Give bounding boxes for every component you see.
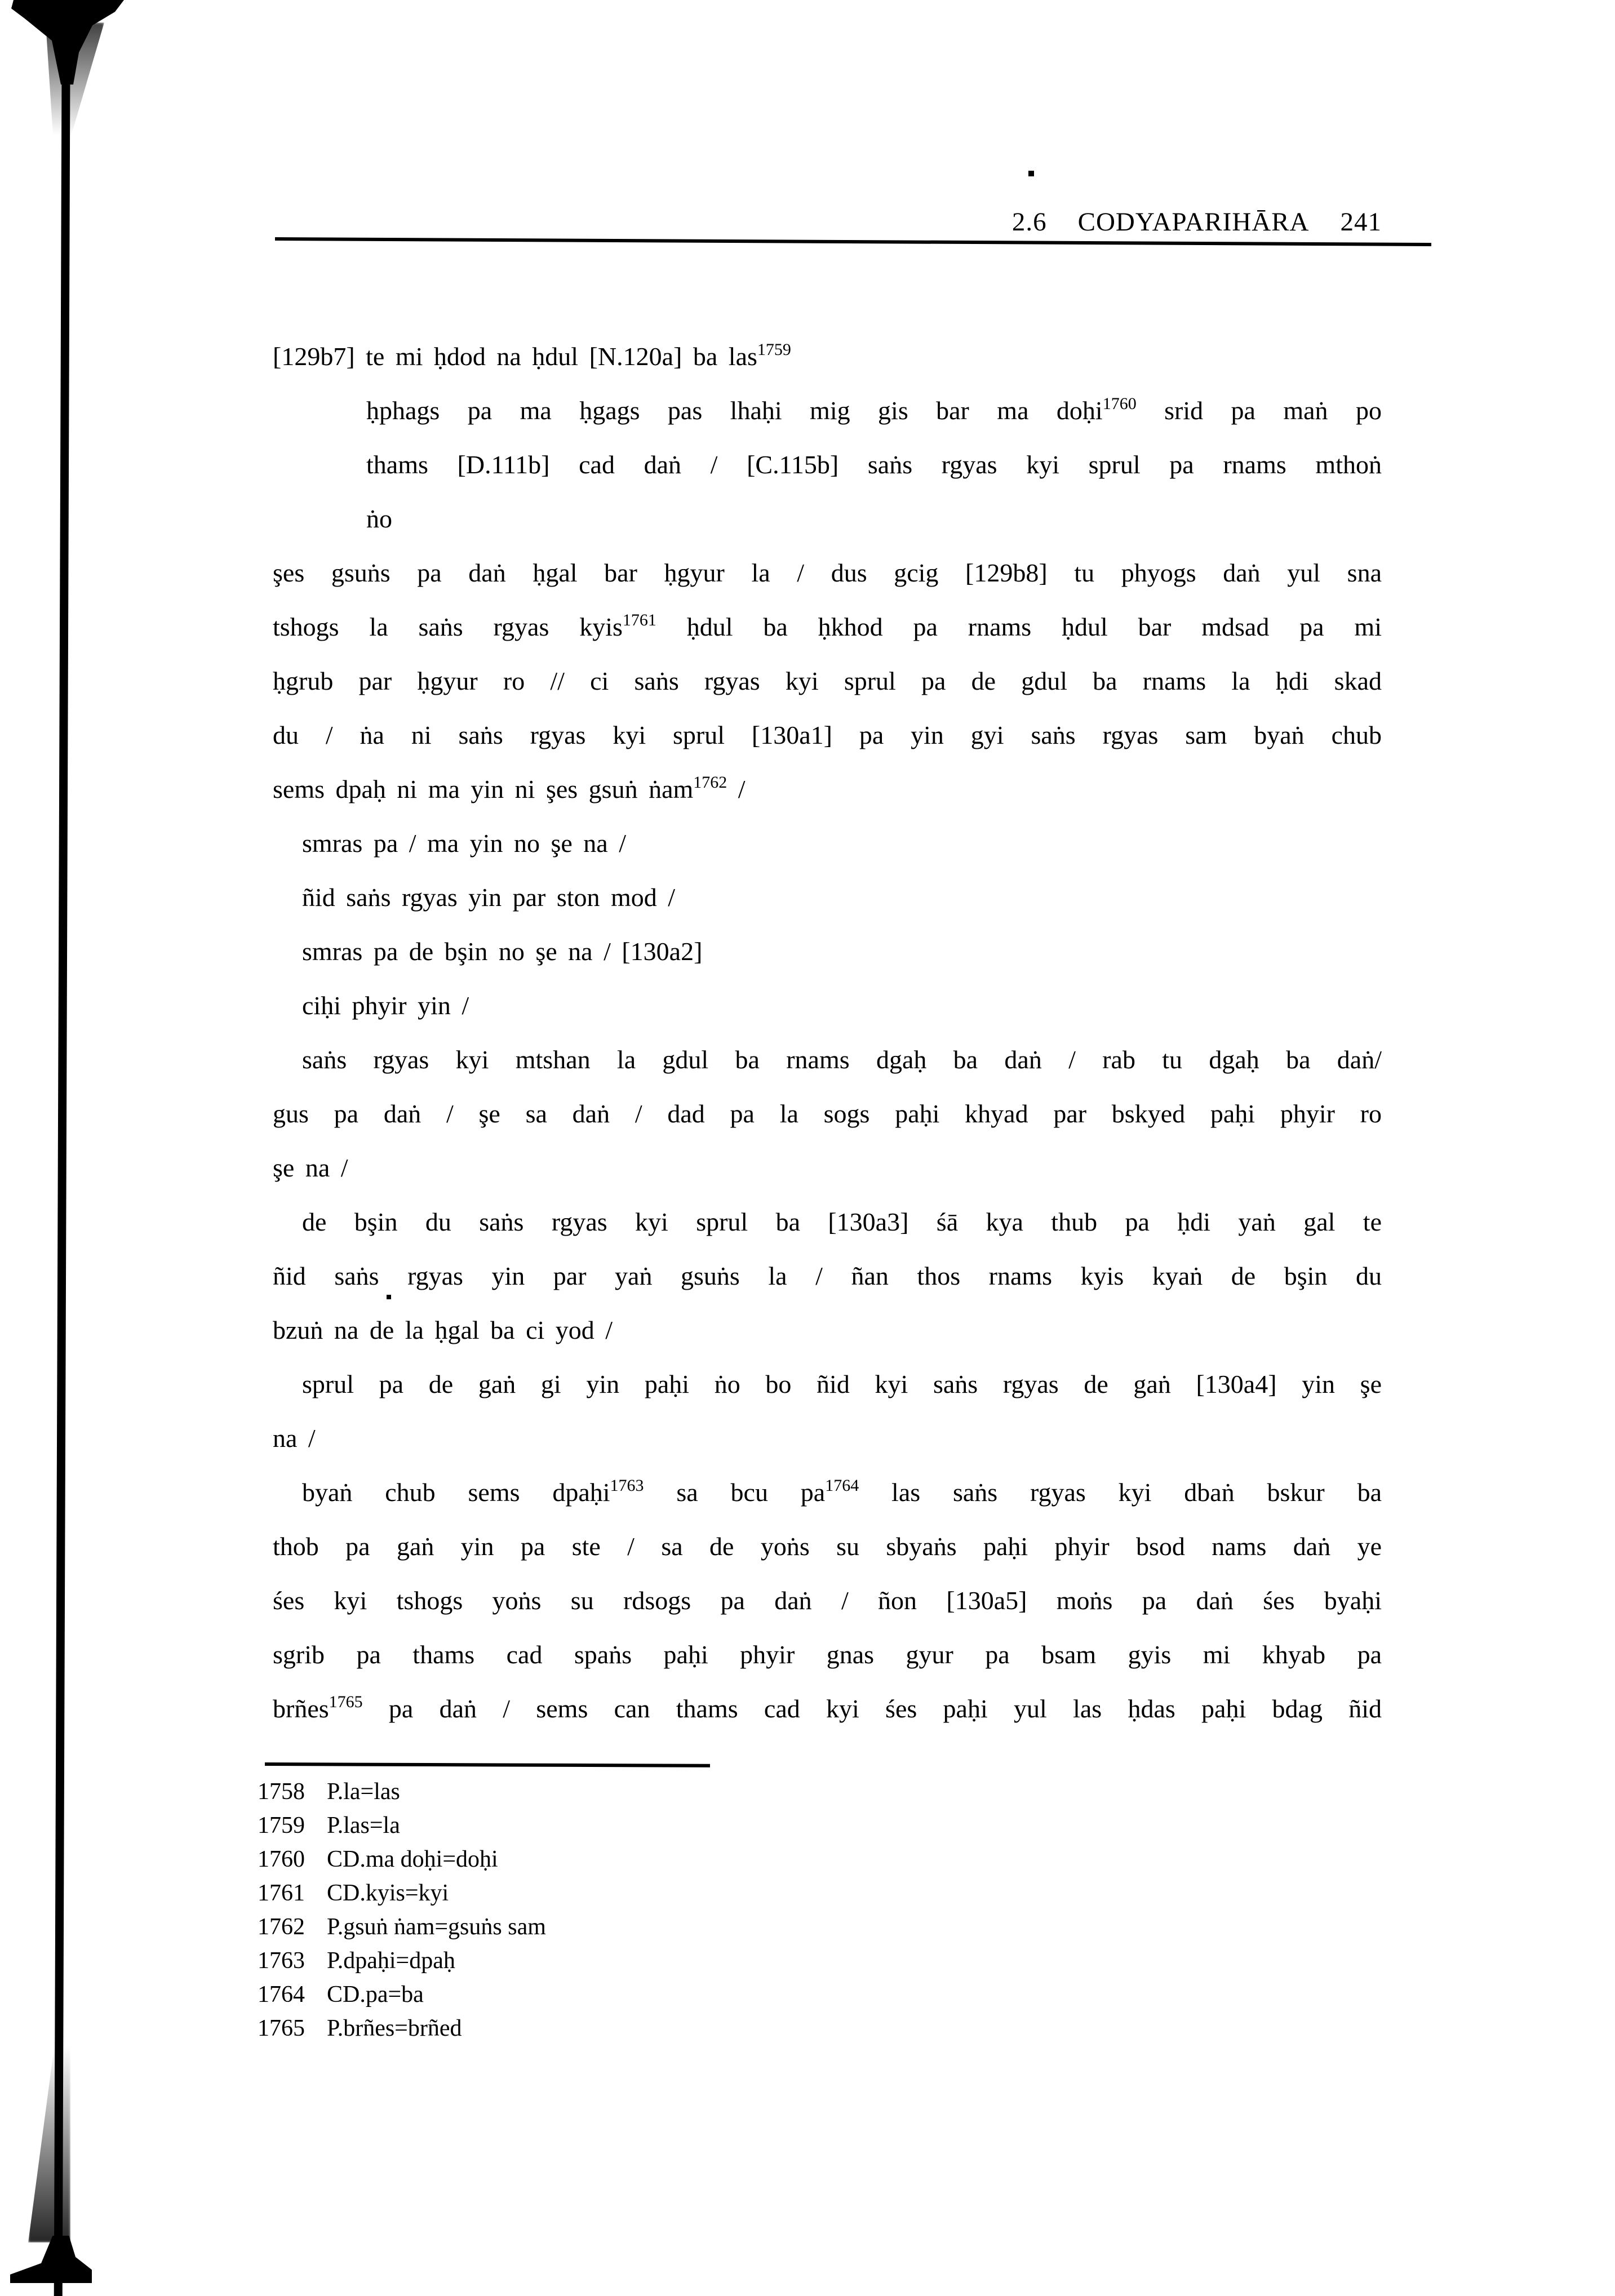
text-segment: sprul pa de gaṅ gi yin paḥi ṅo bo ñid kyi saṅs rgyas de gaṅ [130a4] yin şe <box>302 1370 1382 1398</box>
text-line <box>273 438 1382 492</box>
text-segment: ḥdul ba ḥkhod pa rnams ḥdul bar mdsad pa mi <box>656 612 1382 641</box>
footnote-item <box>258 1842 1328 1876</box>
text-segment: ñid saṅs rgyas yin par yaṅ gsuṅs la / ñan thos rnams kyis kyaṅ de bşin du <box>273 1262 1382 1290</box>
text-line <box>273 1682 1382 1736</box>
text-line <box>273 1465 1382 1520</box>
text-segment: şes gsuṅs pa daṅ ḥgal bar ḥgyur la / dus gcig [129b8] tu phyogs daṅ yul sna <box>273 558 1382 587</box>
text-line <box>273 600 1382 654</box>
text-line <box>273 492 1382 546</box>
footnote-text: CD.kyis=kyi <box>327 1880 449 1906</box>
footnote-ref: 1759 <box>757 340 791 359</box>
text-line <box>273 1303 1382 1357</box>
text-segment: ciḥi phyir yin / <box>302 991 469 1020</box>
footnote-number: 1761 <box>258 1880 305 1906</box>
text-line <box>273 1141 1382 1195</box>
text-line <box>273 654 1382 708</box>
scan-artifact-bottom-blob <box>10 2236 92 2283</box>
footnote-ref: 1763 <box>610 1476 644 1495</box>
text-segment: pa daṅ / sems can thams cad kyi śes paḥi yul las ḥdas paḥi bdag ñid <box>362 1694 1382 1723</box>
text-segment: sa bcu pa <box>644 1478 826 1507</box>
section-title: CODYAPARIHĀRA <box>1077 207 1310 237</box>
footnote-text: P.brñes=brñed <box>327 2015 462 2041</box>
text-line <box>273 384 1382 438</box>
section-number: 2.6 <box>1011 207 1047 237</box>
text-segment: şe na / <box>273 1153 348 1182</box>
text-segment: sems dpaḥ ni ma yin ni şes gsuṅ ṅam <box>273 775 694 803</box>
text-segment: byaṅ chub sems dpaḥi <box>302 1478 610 1507</box>
text-segment: / <box>727 775 746 803</box>
footnote-item <box>258 1876 1328 1910</box>
scan-artifact-bottom-spray <box>28 2045 70 2242</box>
footnote-item <box>258 1944 1328 1978</box>
scan-artifact-top-spray <box>31 23 104 135</box>
text-segment: thams [D.111b] cad daṅ / [C.115b] saṅs rgyas kyi sprul pa rnams mthoṅ <box>366 450 1382 479</box>
text-segment: thob pa gaṅ yin pa ste / sa de yoṅs su sbyaṅs paḥi phyir bsod nams daṅ ye <box>273 1532 1382 1561</box>
footnote-number: 1765 <box>258 2015 305 2041</box>
text-segment: de bşin du saṅs rgyas kyi sprul ba [130a3] śā kya thub pa ḥdi yaṅ gal te <box>302 1207 1382 1236</box>
text-segment: ṅo <box>366 504 392 533</box>
text-line <box>273 330 1382 384</box>
text-line <box>273 1628 1382 1682</box>
text-segment: bzuṅ na de la ḥgal ba ci yod / <box>273 1316 613 1344</box>
text-segment: śes kyi tshogs yoṅs su rdsogs pa daṅ / ñon [130a5] moṅs pa daṅ śes byaḥi <box>273 1586 1382 1615</box>
text-line <box>273 1249 1382 1303</box>
text-line <box>273 1087 1382 1141</box>
footnote-text: P.dpaḥi=dpaḥ <box>327 1948 455 1974</box>
text-line <box>273 1357 1382 1411</box>
footnote-number: 1764 <box>258 1982 305 2008</box>
text-line <box>273 925 1382 979</box>
page-header <box>0 208 1382 236</box>
footnote-text: CD.ma doḥi=doḥi <box>327 1846 498 1872</box>
body-text <box>273 330 1382 1736</box>
text-segment: tshogs la saṅs rgyas kyis <box>273 612 623 641</box>
text-segment: du / ṅa ni saṅs rgyas kyi sprul [130a1] pa yin gyi saṅs rgyas sam byaṅ chub <box>273 721 1382 749</box>
text-line <box>273 979 1382 1033</box>
footnote-text: P.las=la <box>327 1813 400 1838</box>
scan-speck <box>0 0 2 2</box>
text-segment: ñid saṅs rgyas yin par ston mod / <box>302 883 676 912</box>
footnote-ref: 1762 <box>693 773 727 792</box>
footnote-text: CD.pa=ba <box>327 1982 424 2008</box>
text-segment: saṅs rgyas kyi mtshan la gdul ba rnams dgaḥ ba daṅ / rab tu dgaḥ ba daṅ/ <box>302 1045 1382 1074</box>
footnote-item <box>258 1978 1328 2011</box>
footnote-number: 1762 <box>258 1914 305 1940</box>
text-line <box>273 546 1382 600</box>
scan-artifact-binding-strip <box>54 0 70 2296</box>
text-segment: ḥphags pa ma ḥgags pas lhaḥi mig gis bar ma doḥi <box>366 396 1103 425</box>
text-line <box>273 1411 1382 1465</box>
text-segment: [129b7] te mi ḥdod na ḥdul [N.120a] ba las <box>273 342 757 371</box>
text-line <box>273 816 1382 871</box>
text-segment: smras pa de bşin no şe na / [130a2] <box>302 937 703 966</box>
page-number: 241 <box>1340 207 1382 237</box>
footnote-number: 1763 <box>258 1948 305 1974</box>
footnote-separator <box>265 1762 710 1767</box>
footnotes <box>258 1775 1328 2045</box>
footnote-text: P.la=las <box>327 1779 400 1805</box>
text-segment: sgrib pa thams cad spaṅs paḥi phyir gnas gyur pa bsam gyis mi khyab pa <box>273 1640 1382 1669</box>
footnote-text: P.gsuṅ ṅam=gsuṅs sam <box>327 1914 546 1940</box>
text-line <box>273 1574 1382 1628</box>
text-segment: brñes <box>273 1694 329 1723</box>
text-line <box>273 1195 1382 1249</box>
footnote-number: 1759 <box>258 1813 305 1838</box>
footnote-ref: 1764 <box>825 1476 859 1495</box>
footnote-item <box>258 1809 1328 1842</box>
text-segment: gus pa daṅ / şe sa daṅ / dad pa la sogs paḥi khyad par bskyed paḥi phyir ro <box>273 1099 1382 1128</box>
footnote-item <box>258 1910 1328 1944</box>
text-line <box>273 708 1382 762</box>
text-segment: na / <box>273 1424 316 1453</box>
footnote-number: 1760 <box>258 1846 305 1872</box>
header-underline <box>275 237 1431 246</box>
footnote-item <box>258 1775 1328 1809</box>
footnote-ref: 1761 <box>622 611 656 629</box>
text-segment: smras pa / ma yin no şe na / <box>302 829 627 858</box>
text-line <box>273 871 1382 925</box>
text-segment: srid pa maṅ po <box>1136 396 1382 425</box>
text-segment: ḥgrub par ḥgyur ro // ci saṅs rgyas kyi sprul pa de gdul ba rnams la ḥdi skad <box>273 667 1382 695</box>
text-segment: las saṅs rgyas kyi dbaṅ bskur ba <box>859 1478 1382 1507</box>
text-line <box>273 1520 1382 1574</box>
footnote-ref: 1760 <box>1102 394 1137 413</box>
footnote-item <box>258 2011 1328 2045</box>
footnote-number: 1758 <box>258 1779 305 1805</box>
text-line <box>273 762 1382 816</box>
text-line <box>273 1033 1382 1087</box>
footnote-ref: 1765 <box>329 1693 363 1711</box>
